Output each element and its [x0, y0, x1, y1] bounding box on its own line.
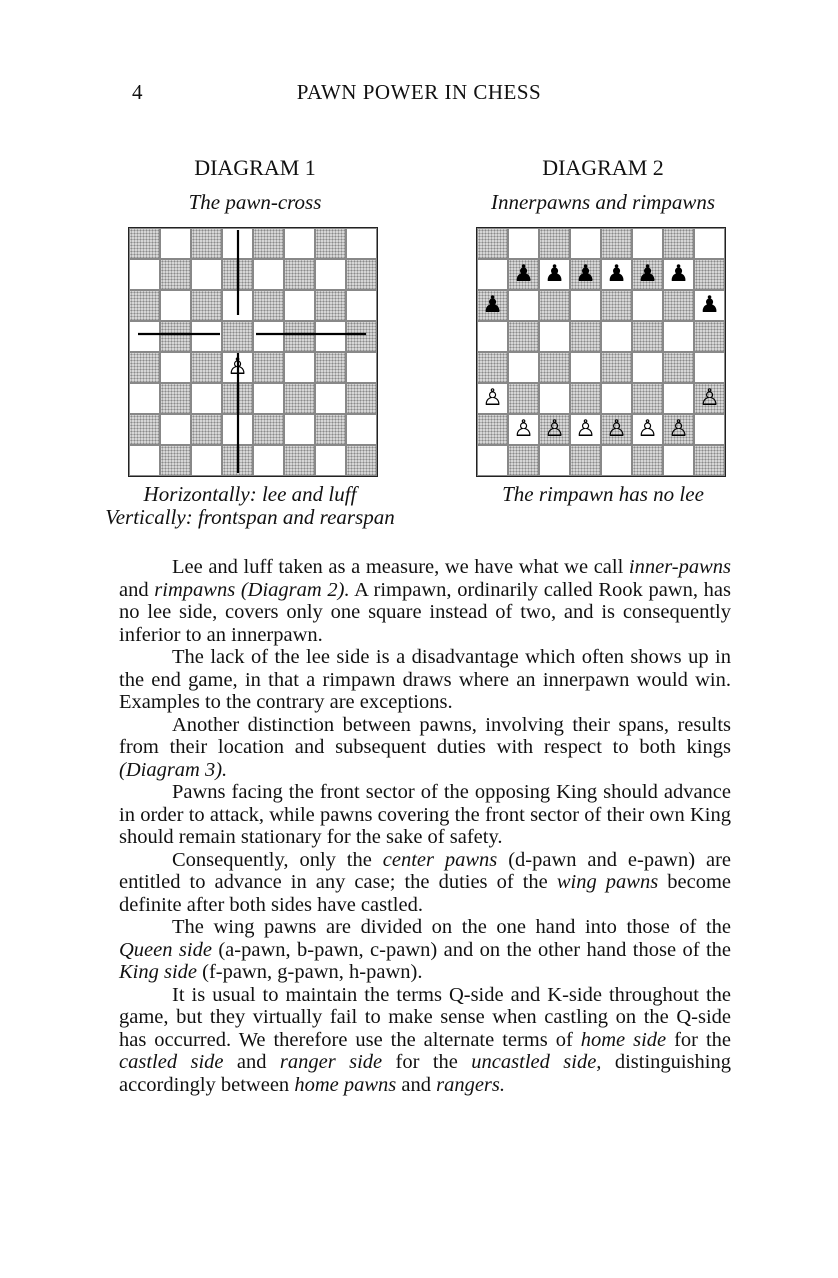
square-c8 — [191, 228, 222, 259]
black-pawn-icon: ♟ — [544, 261, 565, 287]
diagram-1-caption — [85, 483, 415, 529]
square-b5 — [508, 321, 539, 352]
text-run-italic: wing pawns — [556, 871, 659, 893]
diagram-1 — [95, 155, 415, 529]
square-f3 — [284, 383, 315, 414]
square-c6 — [191, 290, 222, 321]
square-e7 — [601, 259, 632, 290]
black-pawn-icon: ♟ — [637, 261, 658, 287]
square-b2 — [508, 414, 539, 445]
text-run: It is usual to maintain the terms Q-side and K-side throughout the game, but they virtually fail to make sense when castling on the Q-side has occurred. We therefore use the alternate terms of — [119, 983, 731, 1051]
diagram-1-board-wrap — [128, 227, 378, 477]
square-f2 — [284, 414, 315, 445]
diagram-2-board-wrap — [476, 227, 726, 477]
square-d8 — [222, 228, 253, 259]
black-pawn-icon: ♟ — [699, 292, 720, 318]
diagram-1-caption-line-2: Vertically: frontspan and rearspan — [105, 505, 395, 529]
square-a1 — [129, 445, 160, 476]
square-b4 — [160, 352, 191, 383]
text-run: (a-pawn, b-pawn, c-pawn) and on the other hand those of the — [211, 938, 731, 961]
square-a5 — [477, 321, 508, 352]
paragraph-7 — [119, 984, 731, 1097]
text-run-italic: home pawns — [294, 1073, 397, 1096]
square-a4 — [477, 352, 508, 383]
square-e7 — [253, 259, 284, 290]
square-g5 — [663, 321, 694, 352]
white-pawn-icon: ♙ — [699, 385, 720, 411]
square-g2 — [315, 414, 346, 445]
square-c1 — [191, 445, 222, 476]
square-f4 — [284, 352, 315, 383]
square-d3 — [570, 383, 601, 414]
text-run: (f-pawn, g-pawn, h-pawn). — [197, 961, 423, 983]
diagram-2-caption: The rimpawn has no lee — [502, 482, 704, 506]
square-d2 — [222, 414, 253, 445]
square-g7 — [315, 259, 346, 290]
square-b4 — [508, 352, 539, 383]
white-pawn-icon: ♙ — [227, 354, 248, 380]
square-e5 — [601, 321, 632, 352]
square-a5 — [129, 321, 160, 352]
text-run: Consequently, only the — [172, 848, 383, 871]
square-c8 — [539, 228, 570, 259]
text-run-italic: inner-pawns — [628, 556, 731, 578]
paragraph-2: The lack of the lee side is a disadvantage which often shows up in the end game, in that a rimpawn draws where an innerpawn would win. Examples to the contrary are exceptions. — [119, 646, 731, 713]
square-b6 — [508, 290, 539, 321]
square-b3 — [160, 383, 191, 414]
square-f1 — [284, 445, 315, 476]
text-run-italic: (Diagram 3). — [119, 758, 228, 781]
square-d2 — [570, 414, 601, 445]
paragraph-3 — [119, 714, 731, 782]
square-f7 — [632, 259, 663, 290]
body-text — [119, 556, 731, 1096]
text-run: and — [396, 1073, 437, 1096]
square-e4 — [601, 352, 632, 383]
square-d1 — [222, 445, 253, 476]
page-number: 4 — [132, 80, 143, 104]
text-run-italic: ranger side — [279, 1051, 383, 1073]
square-g6 — [315, 290, 346, 321]
text-run: A rimpawn, ordinarily called Rook pawn, has no lee side, covers only one square instead of two, and is consequently inferior to an innerpawn. — [119, 578, 731, 646]
square-d1 — [570, 445, 601, 476]
square-d6 — [222, 290, 253, 321]
black-pawn-icon: ♟ — [668, 261, 689, 287]
diagram-2-subtitle: Innerpawns and rimpawns — [490, 190, 716, 214]
paragraph-5 — [119, 849, 731, 917]
square-h6 — [694, 290, 725, 321]
text-run-italic: castled side — [119, 1051, 224, 1073]
square-b3 — [508, 383, 539, 414]
square-d4 — [222, 352, 253, 383]
square-d4 — [570, 352, 601, 383]
square-g2 — [663, 414, 694, 445]
diagram-2-title: DIAGRAM 2 — [542, 155, 664, 180]
black-pawn-icon: ♟ — [482, 292, 503, 318]
chess-board-1 — [128, 227, 378, 477]
square-f1 — [632, 445, 663, 476]
square-b6 — [160, 290, 191, 321]
square-c2 — [191, 414, 222, 445]
square-h7 — [346, 259, 377, 290]
square-g4 — [315, 352, 346, 383]
square-c3 — [191, 383, 222, 414]
text-run: and — [223, 1051, 280, 1073]
text-run-italic: rimpawns (Diagram 2). — [154, 578, 350, 601]
square-d3 — [222, 383, 253, 414]
black-pawn-icon: ♟ — [513, 261, 534, 287]
square-c6 — [539, 290, 570, 321]
square-h2 — [346, 414, 377, 445]
square-a7 — [477, 259, 508, 290]
diagram-1-caption-line-1: Horizontally: lee and luff — [143, 482, 357, 506]
square-e1 — [601, 445, 632, 476]
square-f6 — [284, 290, 315, 321]
square-g4 — [663, 352, 694, 383]
white-pawn-icon: ♙ — [606, 416, 627, 442]
text-run: Lee and luff taken as a measure, we have what we call — [172, 556, 629, 578]
square-a1 — [477, 445, 508, 476]
text-run-italic: uncastled side, — [471, 1051, 602, 1073]
square-a7 — [129, 259, 160, 290]
square-f5 — [632, 321, 663, 352]
square-d8 — [570, 228, 601, 259]
square-a4 — [129, 352, 160, 383]
black-pawn-icon: ♟ — [606, 261, 627, 287]
white-pawn-icon: ♙ — [482, 385, 503, 411]
square-h4 — [346, 352, 377, 383]
square-b1 — [160, 445, 191, 476]
text-run: for the — [382, 1051, 472, 1073]
square-c4 — [539, 352, 570, 383]
white-pawn-icon: ♙ — [544, 416, 565, 442]
square-f4 — [632, 352, 663, 383]
square-b7 — [508, 259, 539, 290]
diagram-1-title: DIAGRAM 1 — [194, 155, 316, 180]
square-e4 — [253, 352, 284, 383]
square-g8 — [663, 228, 694, 259]
square-h1 — [346, 445, 377, 476]
square-h3 — [346, 383, 377, 414]
text-run-italic: rangers. — [436, 1073, 506, 1096]
text-run-italic: King side — [119, 961, 198, 983]
square-b2 — [160, 414, 191, 445]
square-h2 — [694, 414, 725, 445]
paragraph-1 — [119, 556, 731, 646]
square-g1 — [663, 445, 694, 476]
square-c2 — [539, 414, 570, 445]
text-run: The wing pawns are divided on the one hand into those of the — [172, 916, 731, 938]
text-run: distinguishing accordingly between — [119, 1051, 732, 1096]
square-f7 — [284, 259, 315, 290]
square-f8 — [284, 228, 315, 259]
white-pawn-icon: ♙ — [513, 416, 534, 442]
text-run: become definite after both sides have castled. — [119, 871, 731, 916]
square-c3 — [539, 383, 570, 414]
square-a2 — [477, 414, 508, 445]
square-e6 — [253, 290, 284, 321]
text-run-italic: center pawns — [382, 848, 498, 871]
square-g3 — [315, 383, 346, 414]
square-f8 — [632, 228, 663, 259]
square-a8 — [129, 228, 160, 259]
square-e8 — [253, 228, 284, 259]
square-h7 — [694, 259, 725, 290]
square-h5 — [346, 321, 377, 352]
square-b7 — [160, 259, 191, 290]
square-c1 — [539, 445, 570, 476]
square-c5 — [191, 321, 222, 352]
square-a8 — [477, 228, 508, 259]
square-e8 — [601, 228, 632, 259]
white-pawn-icon: ♙ — [575, 416, 596, 442]
text-run: for the — [666, 1028, 731, 1051]
page-header — [0, 80, 838, 110]
square-d6 — [570, 290, 601, 321]
square-e2 — [601, 414, 632, 445]
square-a2 — [129, 414, 160, 445]
square-a6 — [477, 290, 508, 321]
square-g5 — [315, 321, 346, 352]
text-run-italic: Queen side — [119, 938, 212, 961]
square-e3 — [253, 383, 284, 414]
running-title: PAWN POWER IN CHESS — [296, 80, 542, 104]
square-b1 — [508, 445, 539, 476]
text-run: and — [119, 578, 155, 601]
square-h5 — [694, 321, 725, 352]
square-h6 — [346, 290, 377, 321]
square-h1 — [694, 445, 725, 476]
square-e5 — [253, 321, 284, 352]
diagram-1-subtitle: The pawn-cross — [188, 190, 322, 214]
square-h3 — [694, 383, 725, 414]
square-g7 — [663, 259, 694, 290]
square-a3 — [477, 383, 508, 414]
square-e2 — [253, 414, 284, 445]
text-run: (d-pawn and e-pawn) are entitled to advance in any case; the duties of the — [119, 848, 731, 893]
square-f5 — [284, 321, 315, 352]
paragraph-4: Pawns facing the front sector of the opposing King should advance in order to attack, while pawns covering the front sector of their own King should remain stationary for the sake of safety. — [119, 781, 731, 848]
square-b8 — [160, 228, 191, 259]
square-e3 — [601, 383, 632, 414]
square-d7 — [222, 259, 253, 290]
white-pawn-icon: ♙ — [668, 416, 689, 442]
square-b8 — [508, 228, 539, 259]
square-e1 — [253, 445, 284, 476]
square-c4 — [191, 352, 222, 383]
square-b5 — [160, 321, 191, 352]
square-f3 — [632, 383, 663, 414]
square-f2 — [632, 414, 663, 445]
square-d7 — [570, 259, 601, 290]
square-e6 — [601, 290, 632, 321]
square-g8 — [315, 228, 346, 259]
paragraph-6 — [119, 916, 731, 984]
square-h4 — [694, 352, 725, 383]
square-a6 — [129, 290, 160, 321]
square-h8 — [346, 228, 377, 259]
square-c7 — [191, 259, 222, 290]
square-f6 — [632, 290, 663, 321]
square-d5 — [570, 321, 601, 352]
square-g3 — [663, 383, 694, 414]
text-run-italic: home side — [580, 1028, 667, 1051]
square-d5 — [222, 321, 253, 352]
square-c5 — [539, 321, 570, 352]
square-g1 — [315, 445, 346, 476]
chess-board-2 — [476, 227, 726, 477]
square-g6 — [663, 290, 694, 321]
square-h8 — [694, 228, 725, 259]
white-pawn-icon: ♙ — [637, 416, 658, 442]
square-c7 — [539, 259, 570, 290]
text-run: Another distinction between pawns, involving their spans, results from their location and subsequent duties with respect to both kings — [119, 713, 731, 758]
black-pawn-icon: ♟ — [575, 261, 596, 287]
diagram-2 — [443, 155, 763, 506]
square-a3 — [129, 383, 160, 414]
